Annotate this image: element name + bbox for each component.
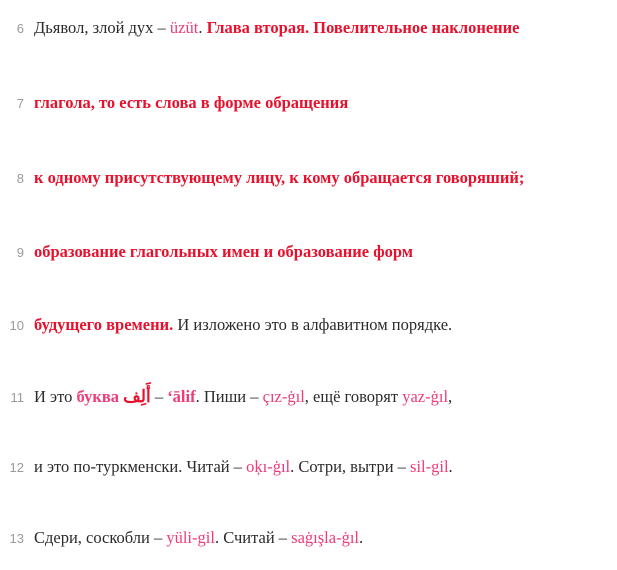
text-segment: – <box>150 387 168 406</box>
text-line <box>0 242 617 263</box>
text-segment: глагола, то есть слова в форме обращения <box>34 93 349 112</box>
line-number: 7 <box>16 96 24 111</box>
text-line <box>0 18 617 39</box>
text-segment: . <box>448 457 453 476</box>
line-number: 9 <box>16 245 24 260</box>
text-segment: . Сотри, вытри – <box>290 457 411 476</box>
text-segment: yüli-gil <box>166 528 215 547</box>
line-content <box>34 168 524 189</box>
text-line <box>0 528 617 549</box>
line-content <box>34 457 453 478</box>
text-segment: И это <box>34 387 77 406</box>
text-segment: . <box>359 528 364 547</box>
text-segment: ‘ālif <box>167 387 196 406</box>
line-number: 13 <box>9 531 24 546</box>
text-line <box>0 168 617 189</box>
text-segment: И изложено это в алфавитном порядке. <box>173 315 453 334</box>
text-segment: oķı-ġıl <box>246 457 291 476</box>
text-segment: saġışla-ġıl <box>291 528 359 547</box>
text-segment: أَلِف <box>123 387 151 406</box>
text-segment: будущего времени. <box>34 315 174 334</box>
line-content <box>34 528 363 549</box>
text-segment: , ещё говорят <box>304 387 403 406</box>
line-content <box>34 93 348 114</box>
text-segment: Дьявол, злой дух – <box>34 18 170 37</box>
line-content <box>34 386 452 408</box>
text-segment: . Пиши – <box>195 387 263 406</box>
text-segment: и это по-туркменски. Читай – <box>34 457 247 476</box>
text-line <box>0 386 617 408</box>
line-content <box>34 315 452 336</box>
text-line <box>0 93 617 114</box>
line-number: 12 <box>9 460 24 475</box>
text-segment: üzüt <box>169 18 199 37</box>
line-number: 10 <box>9 318 24 333</box>
text-line <box>0 315 617 336</box>
text-segment: sil-gil <box>410 457 449 476</box>
line-number: 8 <box>16 171 24 186</box>
text-segment: . Считай – <box>214 528 292 547</box>
text-line <box>0 457 617 478</box>
text-segment: Глава вторая. Повелительное наклонение <box>206 18 520 37</box>
text-segment: к одному присутствующему лицу, к кому обращается говоряший; <box>34 168 525 187</box>
text-segment: çız-ġıl <box>262 387 305 406</box>
text-segment: образование глагольных имен и образование форм <box>34 242 414 261</box>
line-number: 11 <box>10 390 24 405</box>
line-number: 6 <box>16 21 24 36</box>
text-segment: yaz-ġıl <box>402 387 449 406</box>
text-segment: , <box>448 387 453 406</box>
text-segment: . <box>198 18 207 37</box>
line-content <box>34 18 520 39</box>
line-content <box>34 242 413 263</box>
text-segment: Сдери, соскобли – <box>34 528 167 547</box>
text-segment: буква <box>76 387 124 406</box>
